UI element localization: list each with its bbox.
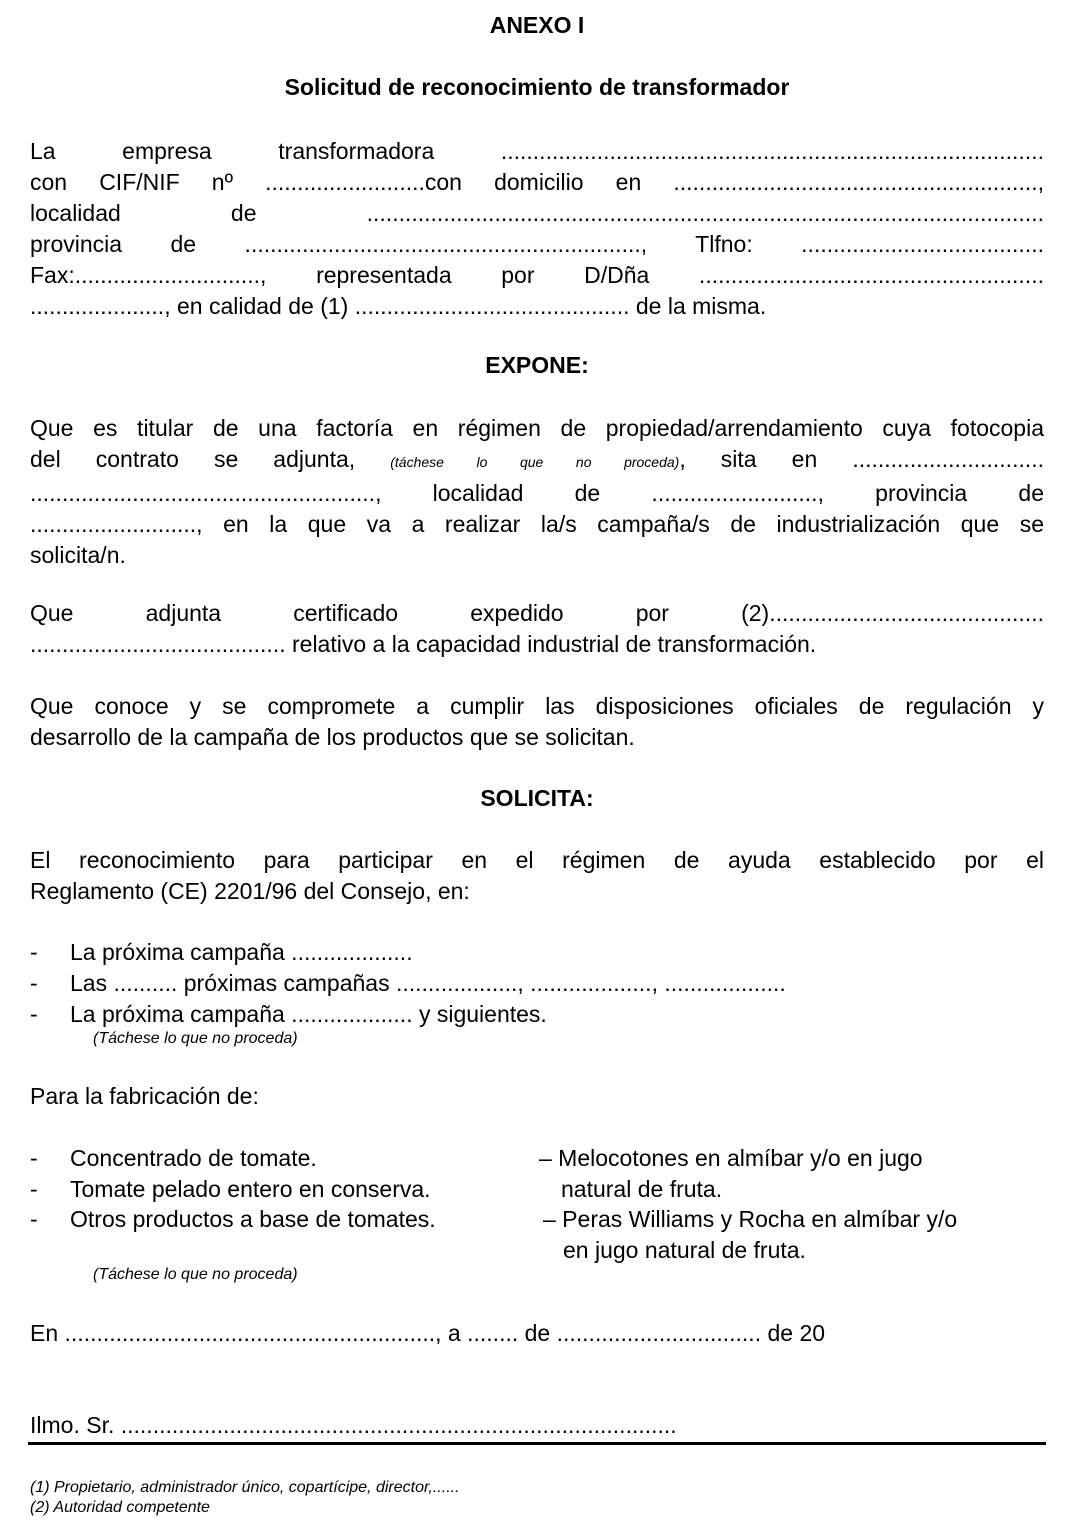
paragraph-line: Que es titular de una factoría en régimen de propiedad/arrendamiento cuya fotocopia [30, 415, 1044, 441]
paragraph-line: solicita/n. [30, 542, 126, 568]
product-item-right: – Peras Williams y Rocha en almíbar y/o [543, 1206, 958, 1232]
dash-bullet: - [30, 1176, 38, 1202]
solicita-paragraph [30, 845, 1044, 907]
fabrication-label [30, 1081, 1044, 1112]
campaign-item [30, 999, 1030, 1030]
campaigns-note: (Táchese lo que no proceda) [93, 1030, 298, 1047]
footnote-2: (2) Autoridad competente [30, 1499, 210, 1516]
product-item-right: natural de fruta. [561, 1176, 723, 1202]
product-text: Otros productos a base de tomates. [70, 1206, 436, 1232]
footnote-1: (1) Propietario, administrador único, copartícipe, director,...... [30, 1479, 460, 1496]
expone-paragraph-1 [30, 413, 1044, 571]
paragraph-line: .........................., en la que va a realizar la/s campaña/s de industrialización que se [30, 511, 1044, 537]
product-text: Tomate pelado entero en conserva. [70, 1176, 431, 1202]
dash-bullet: - [30, 1145, 38, 1171]
dash-bullet: - [30, 970, 38, 996]
intro-line: localidad de .......................................................................................................... [30, 200, 1044, 226]
paragraph-line: Para la fabricación de: [30, 1083, 259, 1109]
intro-line: con CIF/NIF nº .........................con domicilio en ........................................................., [30, 169, 1044, 195]
paragraph-text: del contrato se adjunta, [30, 446, 356, 472]
campaign-item [30, 937, 1030, 968]
paragraph-line: Que adjunta certificado expedido por (2)........................................... [30, 600, 1044, 626]
paragraph-line: ......................................................, localidad de .........................., provincia de [30, 480, 1044, 506]
dash-bullet: - [30, 1001, 38, 1027]
campaign-text: La próxima campaña ................... y siguientes. [70, 1001, 547, 1027]
paragraph-line: El reconocimiento para participar en el régimen de ayuda establecido por el [30, 847, 1044, 873]
products-note: (Táchese lo que no proceda) [93, 1266, 298, 1283]
product-item [30, 1143, 530, 1174]
addressee-line: Ilmo. Sr. ....................................................................................... [30, 1412, 677, 1438]
intro-paragraph [30, 136, 1044, 322]
product-item-right: en jugo natural de fruta. [563, 1237, 806, 1263]
document-title: Solicitud de reconocimiento de transformador [284, 74, 790, 100]
campaign-text: La próxima campaña ................... [70, 939, 413, 965]
dash-bullet: - [30, 939, 38, 965]
footer-divider [28, 1442, 1046, 1445]
paragraph-line: ........................................ relativo a la capacidad industrial de transformación. [30, 631, 817, 657]
expone-paragraph-3 [30, 691, 1044, 753]
paragraph-line [30, 444, 1044, 478]
product-text: Concentrado de tomate. [70, 1145, 317, 1171]
intro-line: ....................., en calidad de (1) ........................................... de la misma. [30, 293, 767, 319]
strike-note: (táchese lo que no proceda) [390, 454, 680, 470]
place-date-line: En .........................................................., a ........ de ................................ de 20 [30, 1320, 826, 1346]
expone-paragraph-2 [30, 598, 1044, 660]
paragraph-line: Reglamento (CE) 2201/96 del Consejo, en: [30, 878, 470, 904]
dash-bullet: - [30, 1206, 38, 1232]
annex-title: ANEXO I [489, 12, 585, 38]
product-item [30, 1174, 530, 1205]
product-item [30, 1204, 530, 1235]
intro-line: provincia de .............................................................., Tlfno: ...................................... [30, 231, 1044, 257]
intro-line: La empresa transformadora ..................................................................................... [30, 138, 1044, 164]
intro-line: Fax:............................., representada por D/Dña ...................................................... [30, 262, 1044, 288]
campaign-item [30, 968, 1030, 999]
paragraph-line: desarrollo de la campaña de los productos que se solicitan. [30, 724, 635, 750]
solicita-heading: SOLICITA: [480, 785, 594, 811]
product-item-right: – Melocotones en almíbar y/o en jugo [539, 1145, 923, 1171]
campaign-text: Las .......... próximas campañas ..................., ..................., ................... [70, 970, 786, 996]
paragraph-text: , sita en .............................. [679, 446, 1044, 472]
paragraph-line: Que conoce y se compromete a cumplir las disposiciones oficiales de regulación y [30, 693, 1044, 719]
expone-heading: EXPONE: [485, 352, 589, 378]
